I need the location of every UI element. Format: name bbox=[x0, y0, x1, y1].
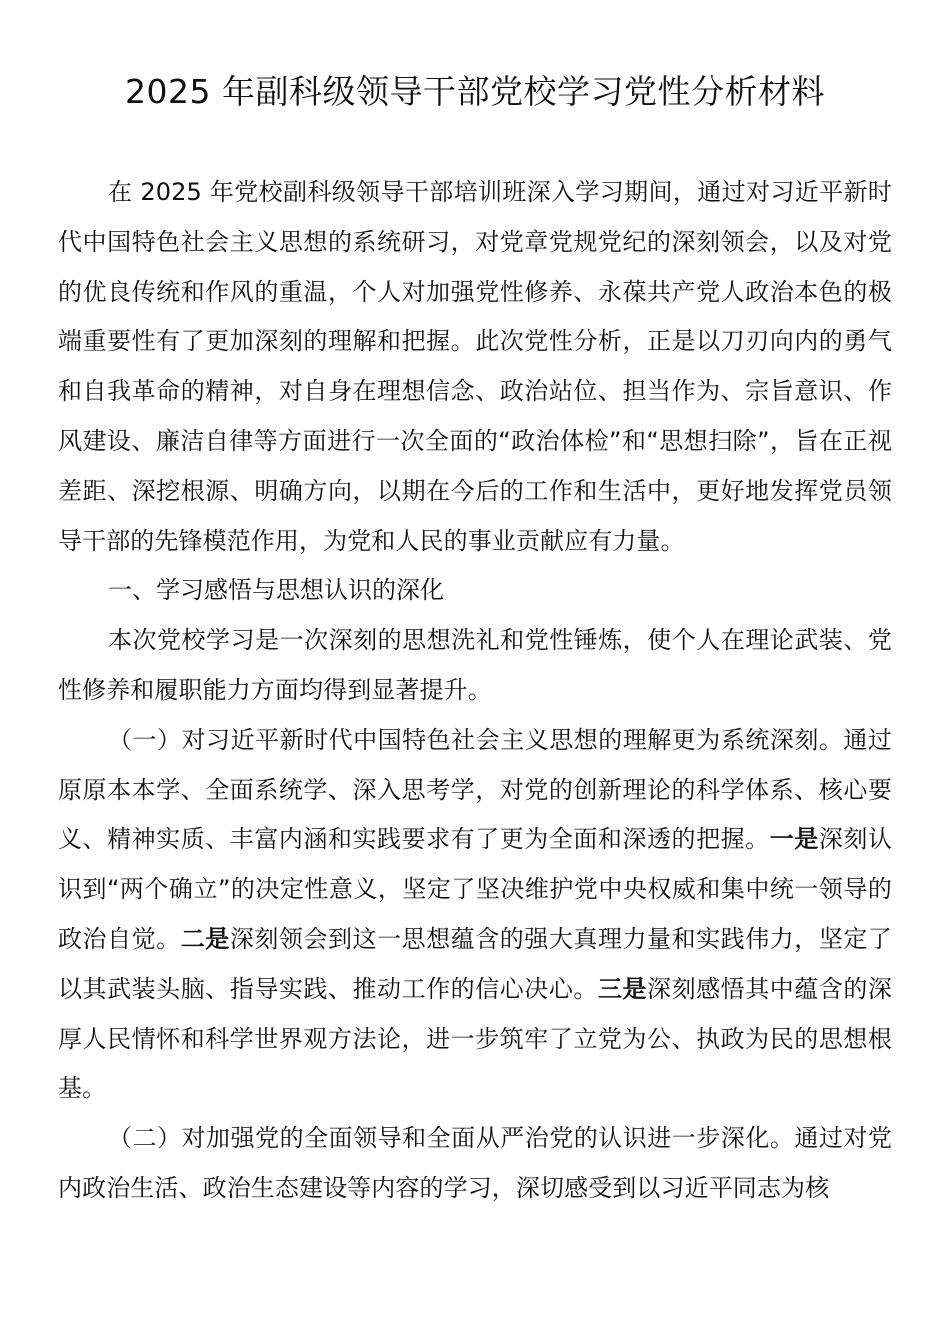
intro-paragraph: 在 2025 年党校副科级领导干部培训班深入学习期间，通过对习近平新时代中国特色社会主义思想的系统研习，对党章党规党纪的深刻领会，以及对党的优良传统和作风的重温，个人对加强党性修养、永葆共产党人政治本色的极端重要性有了更加深刻的理解和把握。此次党性分析，正是以刀刃向内的勇气和自我革命的精神，对自身在理想信念、政治站位、担当作为、宗旨意识、作风建设、廉洁自律等方面进行一次全面的“政治体检”和“思想扫除”，旨在正视差距、深挖根源、明确方向，以期在今后的工作和生活中，更好地发挥党员领导干部的先锋模范作用，为党和人民的事业贡献应有力量。 bbox=[58, 178, 892, 555]
section1-intro-paragraph: 本次党校学习是一次深刻的思想洗礼和党性锤炼，使个人在理论武装、党性修养和履职能力方面均得到显著提升。 bbox=[58, 626, 892, 704]
point-one-label: 一是 bbox=[769, 825, 819, 854]
subsection-1-text-c: 深刻领会到这一思想蕴含的强大真理力量和实践伟力，坚定了以其武装头脑、指导实践、推动工作的信心决心。 bbox=[58, 924, 893, 1003]
point-three-label: 三是 bbox=[597, 974, 648, 1003]
document-title: 2025 年副科级领导干部党校学习党性分析材料 bbox=[125, 72, 825, 111]
subsection-1-text-a: （一）对习近平新时代中国特色社会主义思想的理解更为系统深刻。通过原原本本学、全面系统学、深入思考学，对党的创新理论的科学体系、核心要义、精神实质、丰富内涵和实践要求有了更为全面和深透的把握。 bbox=[58, 725, 892, 854]
subsection-2-paragraph: （二）对加强党的全面领导和全面从严治党的认识进一步深化。通过对党内政治生活、政治生态建设等内容的学习，深切感受到以习近平同志为核 bbox=[58, 1124, 892, 1202]
subsection-1-paragraph bbox=[58, 716, 892, 1114]
point-two-label: 二是 bbox=[180, 924, 230, 953]
subsection-1-text-d: 深刻感悟其中蕴含的深厚人民情怀和科学世界观方法论，进一步筑牢了立党为公、执政为民的思想根基。 bbox=[58, 974, 893, 1103]
document-body bbox=[58, 168, 892, 1214]
subsection-1-text-b: 深刻认识到“两个确立”的决定性意义，坚定了坚决维护党中央权威和集中统一领导的政治自觉。 bbox=[58, 825, 892, 953]
section-heading-1: 一、学习感悟与思想认识的深化 bbox=[108, 576, 444, 605]
